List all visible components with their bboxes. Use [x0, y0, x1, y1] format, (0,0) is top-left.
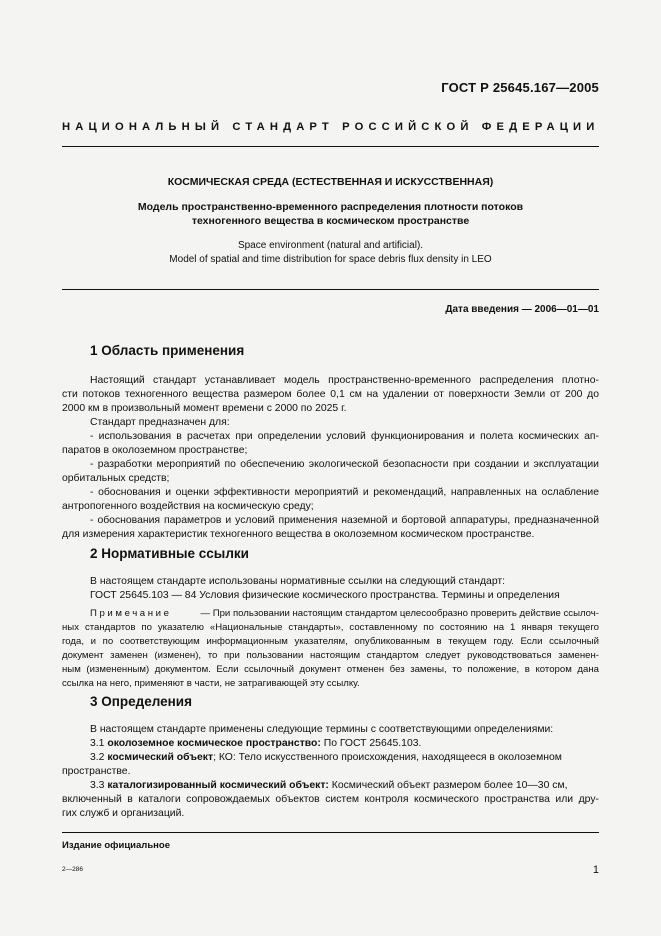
list-item: - использования в расчетах при определении условий функционирования и полета космических ап- [90, 431, 599, 442]
section-2-heading: 2 Нормативные ссылки [90, 546, 249, 561]
document-title: КОСМИЧЕСКАЯ СРЕДА (ЕСТЕСТВЕННАЯ И ИСКУССТВЕННАЯ) [167, 176, 494, 188]
english-title [62, 239, 599, 267]
term-3-2 [90, 751, 599, 765]
term-definition: ; КО: Тело искусственного происхождения, находящееся в околоземном [213, 752, 562, 763]
introduction-date: Дата введения — 2006—01—01 [445, 304, 599, 315]
section-1-heading: 1 Область применения [90, 343, 245, 358]
title-divider [62, 289, 599, 290]
list-item: - разработки мероприятий по обеспечению экологической безопасности при создании и эксплуатации [90, 459, 599, 470]
english-title-line: Model of spatial and time distribution for space debris flux density in LEO [169, 254, 492, 265]
document-subtitle [62, 200, 599, 228]
paragraph-line: сти потоков техногенного вещества размером более 0,1 см на удалении от поверхности Земли от 200 до [62, 389, 599, 400]
note-line: документ заменен (изменен), то при пользовании настоящим стандартом следует руководствоваться заменен- [62, 650, 599, 661]
note-first-line [90, 607, 599, 621]
header-divider [62, 146, 599, 147]
paragraph-line: Стандарт предназначен для: [90, 417, 230, 428]
note-text: — При пользовании настоящим стандартом целесообразно проверить действие ссылоч- [200, 608, 599, 619]
term-number: 3.1 [90, 738, 105, 749]
footer-divider [62, 832, 599, 833]
note-line: ных стандартов по указателю «Национальные стандарты», составленному по состоянию на 1 января текущего [62, 622, 599, 633]
note-line: года, и по соответствующим информационным указателям, опубликованным в текущем году. Если ссылочный [62, 636, 599, 647]
section-3-heading: 3 Определения [90, 694, 192, 709]
print-code: 2—286 [62, 866, 83, 873]
note-line: ным (измененным) документом. Если ссылочный документ отменен без замены, то положение, в котором дана [62, 664, 599, 675]
term-3-1 [90, 737, 421, 751]
paragraph-line: Настоящий стандарт устанавливает модель пространственно-временного распределения плотно- [90, 375, 599, 386]
list-item-cont: для измерения характеристик техногенного вещества в околоземном космическом пространстве. [62, 529, 535, 540]
page-number: 1 [592, 864, 599, 876]
list-item: - обоснования параметров и условий применения наземной и бортовой аппаратуры, предназначенной [90, 515, 599, 526]
term-number: 3.2 [90, 752, 105, 763]
list-item: - обоснования и оценки эффективности мероприятий и рекомендаций, направленных на ослабление [90, 487, 599, 498]
term-name: космический объект [107, 752, 214, 763]
official-edition-label: Издание официальное [62, 840, 170, 851]
paragraph-line: В настоящем стандарте использованы нормативные ссылки на следующий стандарт: [90, 576, 506, 587]
list-item-cont: паратов в околоземном пространстве; [62, 445, 248, 456]
reference-line: ГОСТ 25645.103 — 84 Условия физические космического пространства. Термины и определения [90, 590, 560, 601]
list-item-cont: орбитальных средств; [62, 473, 170, 484]
subtitle-line: техногенного вещества в космическом пространстве [191, 215, 470, 227]
gost-number: ГОСТ Р 25645.167—2005 [441, 80, 599, 95]
standard-title: НАЦИОНАЛЬНЫЙ СТАНДАРТ РОССИЙСКОЙ ФЕДЕРАЦИИ [62, 121, 600, 133]
term-definition: По ГОСТ 25645.103. [323, 738, 422, 749]
term-number: 3.3 [90, 780, 105, 791]
english-title-line: Space environment (natural and artificial). [237, 240, 424, 251]
term-continuation: пространстве. [62, 766, 131, 777]
note-label: Примечание [90, 608, 172, 619]
term-3-3 [90, 779, 599, 793]
term-continuation: гих служб и организаций. [62, 808, 185, 819]
note-line: ссылка на него, применяют в части, не затрагивающей эту ссылку. [62, 678, 360, 689]
term-definition: Космический объект размером более 10—30 см, [331, 780, 568, 791]
paragraph-line: 2000 км в произвольный момент времени с 2000 по 2025 г. [62, 403, 347, 414]
term-name: каталогизированный космический объект: [107, 780, 329, 791]
list-item-cont: антропогенного воздействия на космическую среду; [62, 501, 314, 512]
term-name: околоземное космическое пространство: [107, 738, 321, 749]
term-continuation: включенный в каталоги сопровождаемых объектов систем контроля космического пространства или дру- [62, 794, 599, 805]
subtitle-line: Модель пространственно-временного распределения плотности потоков [137, 201, 524, 213]
paragraph-line: В настоящем стандарте применены следующие термины с соответствующими определениями: [90, 724, 554, 735]
